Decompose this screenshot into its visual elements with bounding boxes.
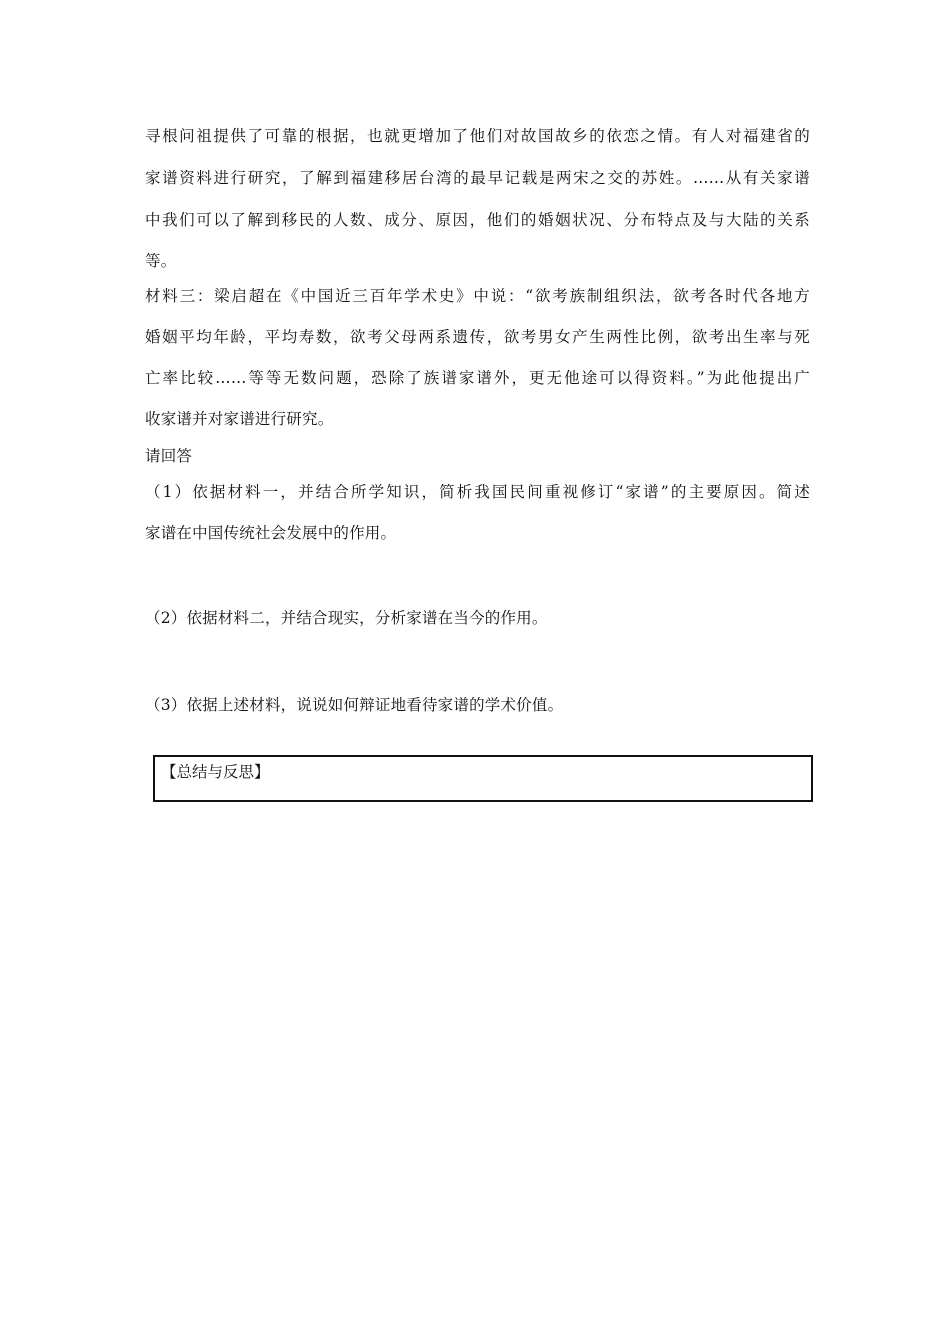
summary-reflection-box [153,755,813,802]
material2-line-1: 寻根问祖提供了可靠的根据，也就更增加了他们对故国故乡的依恋之情。有人对福建省的 [145,127,810,145]
question-1-line-2: 家谱在中国传统社会发展中的作用。 [145,524,397,542]
material3-line-3: 亡率比较……等等无数问题，恐除了族谱家谱外，更无他途可以得资料。”为此他提出广 [145,369,810,387]
summary-reflection-title: 【总结与反思】 [161,763,270,781]
material2-line-3: 中我们可以了解到移民的人数、成分、原因，他们的婚姻状况、分布特点及与大陆的关系 [145,211,810,229]
answer-prompt: 请回答 [145,447,193,465]
question-2: （2）依据材料二，并结合现实，分析家谱在当今的作用。 [145,609,548,627]
material2-line-2: 家谱资料进行研究，了解到福建移居台湾的最早记载是两宋之交的苏姓。……从有关家谱 [145,169,810,187]
question-3: （3）依据上述材料，说说如何辩证地看待家谱的学术价值。 [145,696,564,714]
material3-line-2: 婚姻平均年龄，平均寿数，欲考父母两系遗传，欲考男女产生两性比例，欲考出生率与死 [145,328,810,346]
material2-line-4: 等。 [145,252,177,270]
material3-line-4: 收家谱并对家谱进行研究。 [145,410,334,428]
question-1-line-1: （1）依据材料一，并结合所学知识，简析我国民间重视修订“家谱”的主要原因。简述 [145,483,810,501]
material3-line-1: 材料三：梁启超在《中国近三百年学术史》中说：“欲考族制组织法，欲考各时代各地方 [145,287,810,305]
